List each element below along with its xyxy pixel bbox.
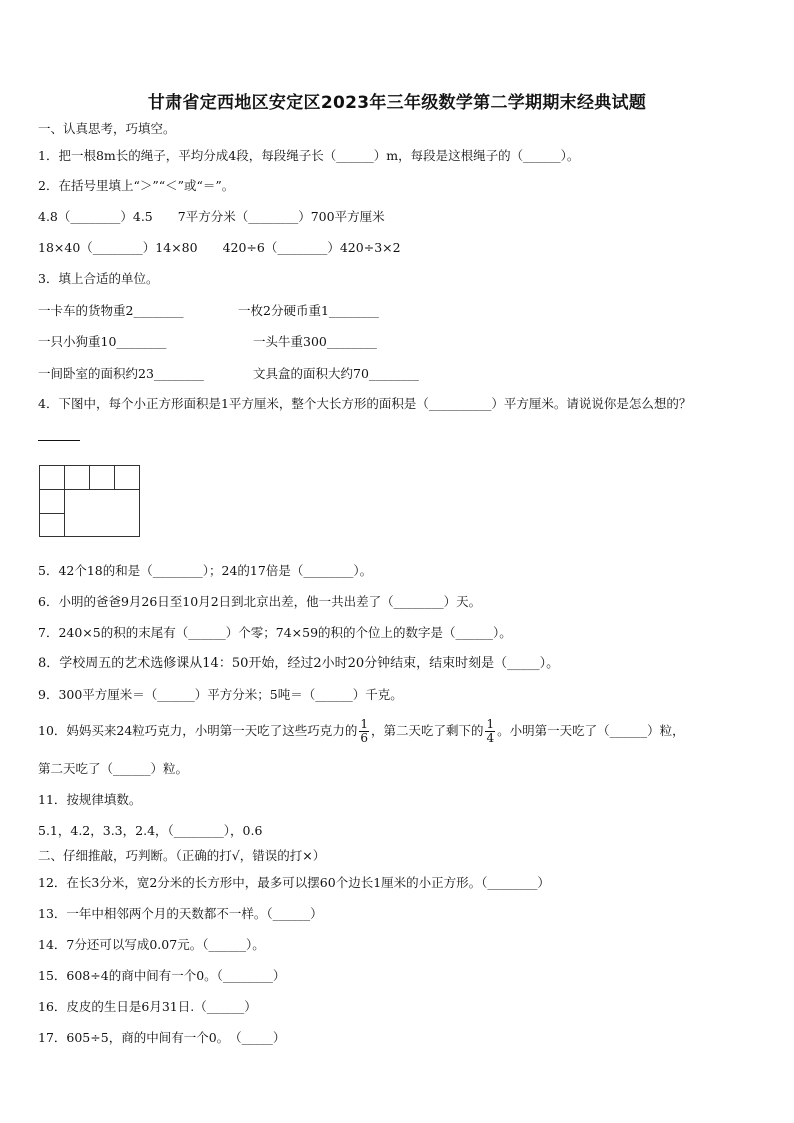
fraction-denominator: 6 (360, 731, 368, 745)
fraction-numerator: 1 (486, 717, 495, 731)
question-3-item-pencilbox: 文具盒的面积大约70________ (253, 366, 419, 381)
question-11: 11．按规律填数。 (38, 792, 142, 807)
question-3-item-truck: 一卡车的货物重2________ (38, 303, 184, 318)
section-heading-fill-in: 一、认真思考，巧填空。 (38, 121, 176, 136)
fraction-one-quarter (485, 718, 495, 745)
question-10-text-c: 。小明第一天吃了（______）粒， (497, 723, 685, 738)
question-17: 17．605÷5，商的中间有一个0。 （_____） (38, 1030, 286, 1045)
question-2-row-a: 4.8（________）4.5 7平方分米（________）700平方厘米 (38, 209, 385, 224)
question-15: 15．608÷4的商中间有一个0。（________） (38, 968, 286, 983)
question-10-text-a: 10．妈妈买来24粒巧克力，小明第一天吃了这些巧克力的 (38, 723, 358, 738)
question-12: 12．在长3分米，宽2分米的长方形中，最多可以摆60个边长1厘米的小正方形。（________） (38, 875, 550, 890)
question-8: 8．学校周五的艺术选修课从14：50开始，经过2小时20分钟结束，结束时刻是（_____）。 (38, 656, 560, 671)
question-1: 1．把一根8m长的绳子，平均分成4段，每段绳子长（______）m，每段是这根绳子的（______）。 (38, 148, 580, 163)
question-3-item-bedroom: 一间卧室的面积约23________ (38, 366, 204, 381)
question-4: 4．下图中，每个小正方形面积是1平方厘米，整个大长方形的面积是（__________）平方厘米。请说说你是怎么想的？ (38, 396, 692, 411)
question-6: 6．小明的爸爸9月26日至10月2日到北京出差，他一共出差了（________）天。 (38, 594, 482, 609)
question-13: 13．一年中相邻两个月的天数都不一样。（______） (38, 906, 323, 921)
fraction-denominator: 4 (486, 731, 495, 745)
question-2-row-b: 18×40（________）14×80 420÷6（________）420÷3×2 (38, 240, 401, 255)
question-10 (38, 714, 685, 748)
question-10-text-b: ，第二天吃了剩下的 (370, 723, 484, 738)
question-2: 2．在括号里填上“＞”“＜”或“＝”。 (38, 178, 235, 193)
question-3: 3．填上合适的单位。 (38, 271, 159, 286)
rectangle-grid-figure (39, 465, 140, 537)
question-7: 7．240×5的积的末尾有（______）个零；74×59的积的个位上的数字是（______）。 (38, 625, 512, 640)
question-5: 5．42个18的和是（________）；24的17倍是（________）。 (38, 563, 373, 578)
question-14: 14．7分还可以写成0.07元。（______）。 (38, 937, 265, 952)
fraction-numerator: 1 (360, 717, 368, 731)
question-11-sequence: 5.1，4.2，3.3，2.4，（________），0.6 (38, 823, 263, 838)
question-10-line-2: 第二天吃了（______）粒。 (38, 761, 189, 776)
question-3-item-coin: 一枚2分硬币重1________ (238, 303, 379, 318)
section-heading-judge: 二、仔细推敲，巧判断。（正确的打√，错误的打×） (38, 848, 326, 863)
question-9: 9．300平方厘米＝（______）平方分米；5吨＝（______）千克。 (38, 687, 403, 702)
answer-line (38, 440, 80, 441)
question-3-item-cow: 一头牛重300________ (253, 334, 377, 349)
fraction-one-sixth (359, 718, 369, 745)
page-title: 甘肃省定西地区安定区2023年三年级数学第二学期期末经典试题 (147, 93, 647, 113)
question-3-item-dog: 一只小狗重10________ (38, 334, 167, 349)
question-16: 16．皮皮的生日是6月31日.（______） (38, 999, 257, 1014)
